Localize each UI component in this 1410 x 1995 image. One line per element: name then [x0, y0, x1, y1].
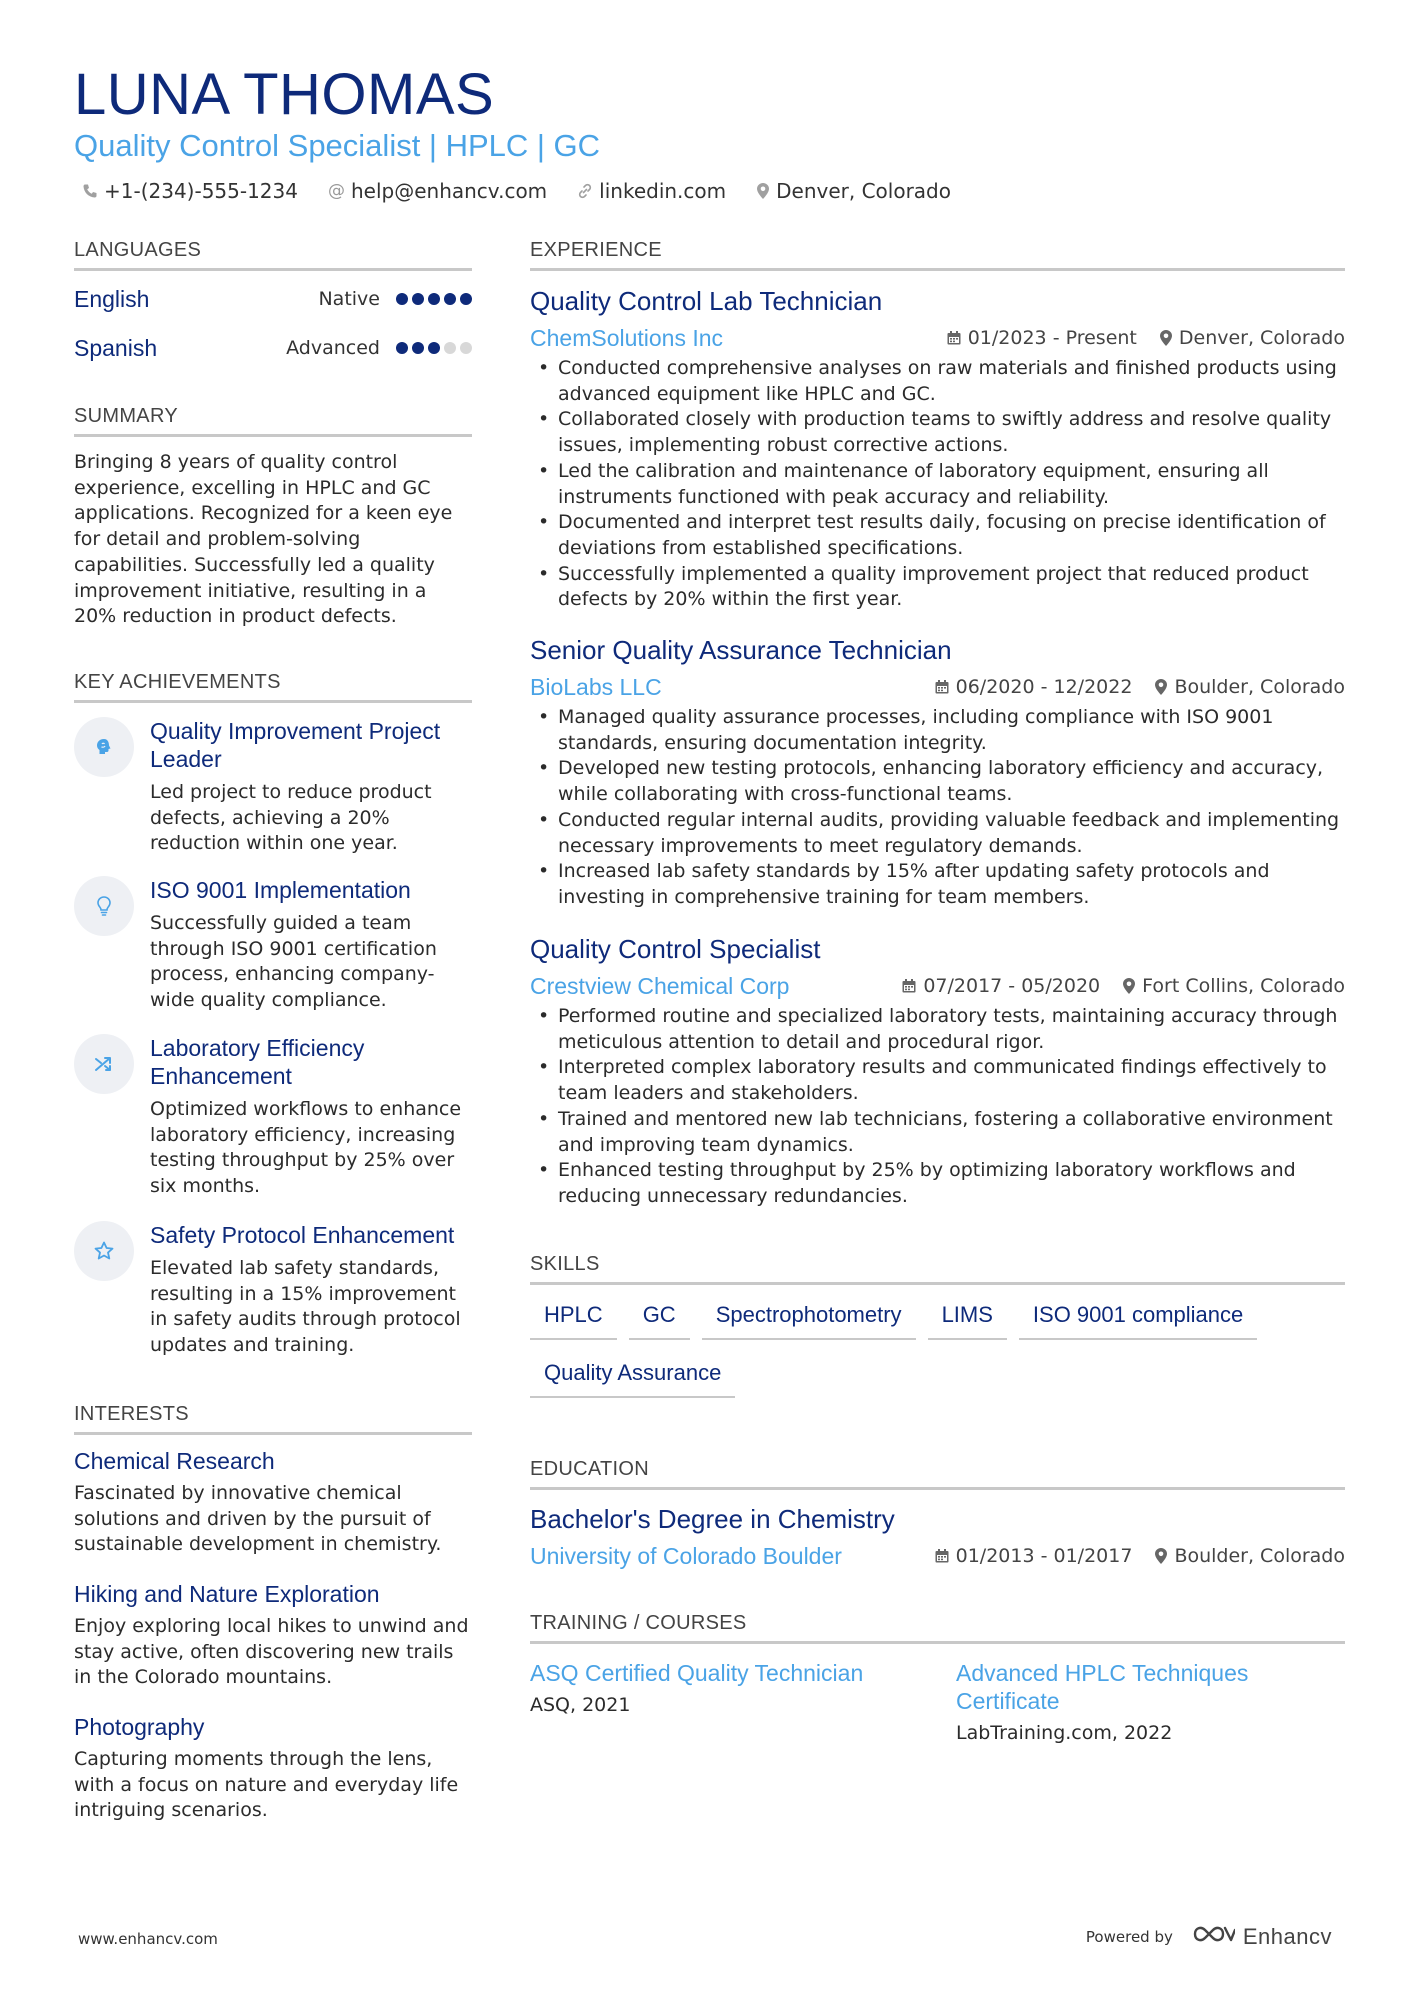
shuffle-icon	[74, 1034, 134, 1094]
course-provider: ASQ, 2021	[530, 1694, 631, 1716]
job-company: ChemSolutions Inc	[530, 324, 724, 351]
at-icon: @	[327, 181, 345, 201]
job-company: Crestview Chemical Corp	[530, 972, 790, 999]
education-location	[1154, 1545, 1345, 1567]
infinity-logo-icon	[1191, 1922, 1235, 1952]
job-bullet: • Developed new testing protocols, enhancing laboratory efficiency and accuracy, while collaborating with cross-functional teams.	[530, 756, 1345, 807]
course-provider: LabTraining.com, 2022	[956, 1722, 1173, 1744]
job-title: Senior Quality Assurance Technician	[530, 635, 952, 665]
calendar-icon	[901, 978, 917, 994]
job-bullets	[530, 705, 1345, 911]
rating-dot-filled	[412, 342, 424, 354]
education-degree: Bachelor's Degree in Chemistry	[530, 1504, 895, 1534]
lightbulb-icon	[74, 876, 134, 936]
job-location-text: Denver, Colorado	[1178, 327, 1345, 349]
education-location-text: Boulder, Colorado	[1174, 1545, 1345, 1567]
job-bullet: • Enhanced testing throughput by 25% by optimizing laboratory workflows and reducing unnecessary redundancies.	[530, 1158, 1345, 1209]
job-bullet: • Performed routine and specialized laboratory tests, maintaining accuracy through meticulous attention to detail and procedural rigor.	[530, 1004, 1345, 1055]
experience-heading: EXPERIENCE	[530, 238, 1345, 271]
job-dates-text: 06/2020 - 12/2022	[955, 676, 1133, 698]
achievement-desc: Successfully guided a team through ISO 9001 certification process, enhancing company-wide quality compliance.	[150, 912, 437, 1012]
calendar-icon	[934, 1548, 950, 1564]
location-pin-icon	[1154, 678, 1168, 696]
powered-by-label: Powered by	[1085, 1928, 1173, 1946]
job-bullet: • Conducted regular internal audits, providing valuable feedback and implementing necessary improvements to meet regulatory demands.	[530, 808, 1345, 859]
job-title: Quality Control Lab Technician	[530, 286, 883, 316]
location-pin-icon	[1122, 977, 1136, 995]
language-name: English	[74, 285, 150, 312]
skill-tag: LIMS	[928, 1300, 1007, 1340]
languages-heading: LANGUAGES	[74, 238, 472, 271]
job-location	[1159, 327, 1345, 349]
education-dates	[934, 1545, 1133, 1567]
star-icon	[74, 1221, 134, 1281]
skill-tag: ISO 9001 compliance	[1019, 1300, 1257, 1340]
footer-website[interactable]: www.enhancv.com	[78, 1930, 218, 1948]
rating-dot-filled	[412, 293, 424, 305]
education-heading: EDUCATION	[530, 1457, 1345, 1490]
contact-phone[interactable]	[82, 179, 298, 203]
training-heading: TRAINING / COURSES	[530, 1611, 1345, 1644]
job-bullet: • Documented and interpret test results daily, focusing on precise identification of deviations from established specifications.	[530, 510, 1345, 561]
achievements-heading: KEY ACHIEVEMENTS	[74, 670, 472, 703]
contact-bar	[82, 176, 951, 206]
language-level: Native	[318, 288, 380, 310]
interest-desc: Enjoy exploring local hikes to unwind and stay active, often discovering new trails in the Colorado mountains.	[74, 1615, 469, 1689]
language-row	[74, 333, 472, 363]
link-icon	[577, 183, 593, 199]
rating-dot-filled	[460, 293, 472, 305]
job-title: Quality Control Specialist	[530, 934, 821, 964]
rating-dot-empty	[460, 342, 472, 354]
job-dates	[901, 975, 1100, 997]
enhancv-logo[interactable]	[1191, 1922, 1332, 1952]
candidate-name: LUNA THOMAS	[74, 62, 495, 127]
contact-email[interactable]	[328, 179, 547, 203]
rating-dot-filled	[396, 342, 408, 354]
location-pin-icon	[756, 182, 770, 200]
job-bullet: • Trained and mentored new lab technicians, fostering a collaborative environment and improving team dynamics.	[530, 1107, 1345, 1158]
achievement-desc: Elevated lab safety standards, resulting in a 15% improvement in safety audits through protocol updates and training.	[150, 1257, 461, 1357]
summary-text: Bringing 8 years of quality control experience, excelling in HPLC and GC applications. Recognized for a keen eye for detail and problem-solving capabilities. Successfully led a quality improvement initiative, resulting in a 20% reduction in product defects.	[74, 451, 453, 628]
location-pin-icon	[1159, 329, 1173, 347]
job-bullet: • Successfully implemented a quality improvement project that reduced product defects by 20% within the first year.	[530, 562, 1345, 613]
job-dates	[946, 327, 1137, 349]
skill-tag: GC	[629, 1300, 690, 1340]
course-title: ASQ Certified Quality Technician	[530, 1660, 864, 1686]
interest-title: Hiking and Nature Exploration	[74, 1581, 380, 1607]
job-company-row	[530, 323, 1345, 353]
brain-icon	[74, 717, 134, 777]
job-location	[1122, 975, 1345, 997]
rating-dot-filled	[444, 293, 456, 305]
job-dates-text: 01/2023 - Present	[967, 327, 1137, 349]
rating-dot-filled	[396, 293, 408, 305]
job-company-row	[530, 971, 1345, 1001]
calendar-icon	[946, 330, 962, 346]
achievement-title: Safety Protocol Enhancement	[150, 1222, 455, 1248]
skills-list	[530, 1300, 1345, 1398]
interest-desc: Fascinated by innovative chemical solutions and driven by the pursuit of sustainable development in chemistry.	[74, 1482, 442, 1556]
job-bullet: • Interpreted complex laboratory results and communicated findings effectively to team leaders and stakeholders.	[530, 1055, 1345, 1106]
language-row	[74, 284, 472, 314]
candidate-headline: Quality Control Specialist | HPLC | GC	[74, 128, 601, 163]
skills-heading: SKILLS	[530, 1252, 1345, 1285]
job-company-row	[530, 672, 1345, 702]
achievement-title: Laboratory Efficiency Enhancement	[150, 1035, 365, 1089]
job-bullets	[530, 1004, 1345, 1210]
contact-linkedin[interactable]	[577, 179, 726, 203]
language-rating	[396, 293, 472, 305]
job-dates-text: 07/2017 - 05/2020	[923, 975, 1101, 997]
job-bullet: • Collaborated closely with production teams to swiftly address and resolve quality issues, implementing robust corrective actions.	[530, 407, 1345, 458]
interests-heading: INTERESTS	[74, 1402, 472, 1435]
job-bullets	[530, 356, 1345, 613]
job-location	[1154, 676, 1345, 698]
phone-icon	[82, 183, 98, 199]
footer-branding	[1086, 1922, 1332, 1952]
achievement-title: ISO 9001 Implementation	[150, 877, 411, 903]
education-school: University of Colorado Boulder	[530, 1542, 842, 1569]
language-level: Advanced	[286, 337, 380, 359]
skill-tag: Quality Assurance	[530, 1358, 735, 1398]
job-company: BioLabs LLC	[530, 673, 662, 700]
achievement-desc: Led project to reduce product defects, achieving a 20% reduction within one year.	[150, 781, 432, 855]
rating-dot-filled	[428, 293, 440, 305]
job-location-text: Fort Collins, Colorado	[1142, 975, 1345, 997]
interest-desc: Capturing moments through the lens, with a focus on nature and everyday life intriguing scenarios.	[74, 1748, 459, 1822]
achievement-title: Quality Improvement Project Leader	[150, 718, 441, 772]
job-bullet: • Conducted comprehensive analyses on raw materials and finished products using advanced equipment like HPLC and GC.	[530, 356, 1345, 407]
education-dates-text: 01/2013 - 01/2017	[955, 1545, 1133, 1567]
interest-title: Photography	[74, 1714, 205, 1740]
course-title: Advanced HPLC Techniques Certificate	[956, 1660, 1249, 1714]
calendar-icon	[934, 679, 950, 695]
job-location-text: Boulder, Colorado	[1174, 676, 1345, 698]
language-rating	[396, 342, 472, 354]
job-bullet: • Led the calibration and maintenance of laboratory equipment, ensuring all instruments functioned with peak accuracy and reliability.	[530, 459, 1345, 510]
job-bullet: • Increased lab safety standards by 15% after updating safety protocols and investing in comprehensive training for team members.	[530, 859, 1345, 910]
education-school-row	[530, 1541, 1345, 1571]
location-pin-icon	[1154, 1547, 1168, 1565]
contact-phone-text: +1-(234)-555-1234	[104, 179, 298, 203]
job-bullet: • Managed quality assurance processes, including compliance with ISO 9001 standards, ensuring documentation integrity.	[530, 705, 1345, 756]
contact-linkedin-text: linkedin.com	[599, 179, 727, 203]
interest-title: Chemical Research	[74, 1448, 275, 1474]
summary-heading: SUMMARY	[74, 404, 472, 437]
rating-dot-filled	[428, 342, 440, 354]
achievement-desc: Optimized workflows to enhance laboratory efficiency, increasing testing throughput by 25% over six months.	[150, 1098, 462, 1198]
skill-tag: HPLC	[530, 1300, 617, 1340]
contact-location-text: Denver, Colorado	[776, 179, 951, 203]
language-name: Spanish	[74, 334, 158, 361]
skill-tag: Spectrophotometry	[702, 1300, 916, 1340]
brand-name: Enhancv	[1242, 1924, 1332, 1949]
contact-email-text: help@enhancv.com	[350, 179, 548, 203]
contact-location	[756, 179, 951, 203]
rating-dot-empty	[444, 342, 456, 354]
job-dates	[934, 676, 1133, 698]
